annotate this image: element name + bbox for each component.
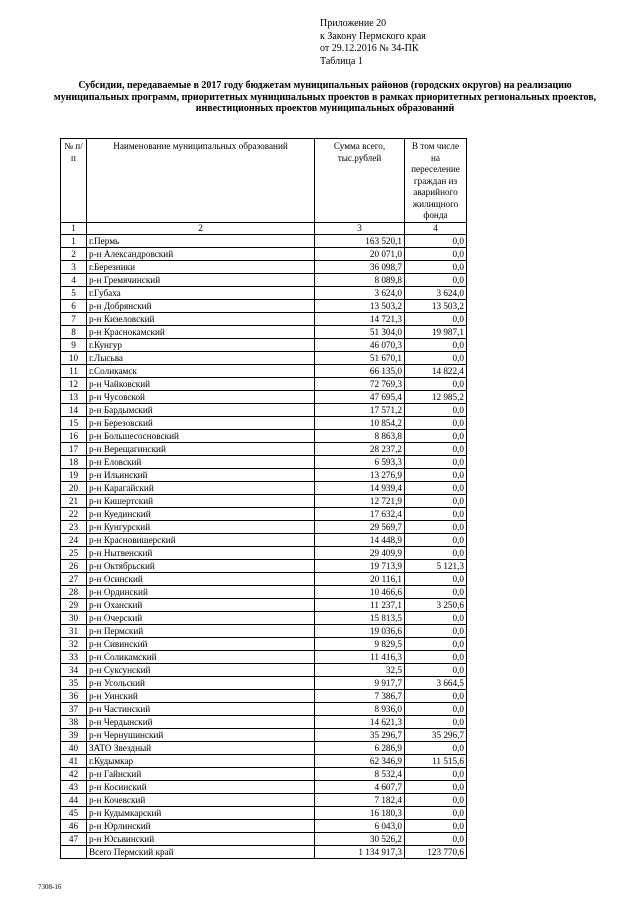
appendix-number: Приложение 20 [320,18,387,29]
row-number: 18 [61,455,87,468]
row-name: р-н Красновишерский [87,533,315,546]
row-relocation: 0,0 [405,650,467,663]
row-total: 14 721,3 [315,312,405,325]
row-name: р-н Усольский [87,676,315,689]
row-number: 26 [61,559,87,572]
row-total: 7 182,4 [315,793,405,806]
row-number: 4 [61,273,87,286]
row-number: 25 [61,546,87,559]
row-name: р-н Частинский [87,702,315,715]
row-relocation: 0,0 [405,585,467,598]
column-number: 3 [315,222,405,234]
row-relocation: 0,0 [405,546,467,559]
row-total: 20 116,1 [315,572,405,585]
row-name: р-н Верещагинский [87,442,315,455]
row-total: 30 526,2 [315,832,405,845]
row-total: 10 854,2 [315,416,405,429]
row-name: р-н Юсьвинский [87,832,315,845]
table-body [61,234,467,845]
column-number: 4 [405,222,467,234]
row-name: р-н Краснокамский [87,325,315,338]
row-total: 9 917,7 [315,676,405,689]
row-total: 4 607,7 [315,780,405,793]
row-number: 13 [61,390,87,403]
row-total: 12 721,9 [315,494,405,507]
table-row [61,598,467,611]
row-relocation: 0,0 [405,468,467,481]
table-row [61,832,467,845]
row-total: 7 386,7 [315,689,405,702]
table-row [61,559,467,572]
table-row [61,702,467,715]
total-sum: 1 134 917,3 [315,845,405,858]
document-title: Субсидии, передаваемые в 2017 году бюджетам муниципальных районов (городских округов) на реализацию муниципальных программ, приоритетных муниципальных проектов в рамках приоритетных региональных проектов, инвестиционных проектов муниципальных образований [53,80,597,115]
row-name: р-н Оханский [87,598,315,611]
row-number: 15 [61,416,87,429]
row-name: р-н Гремячинский [87,273,315,286]
row-relocation: 3 250,6 [405,598,467,611]
row-name: г.Кунгур [87,338,315,351]
row-total: 14 939,4 [315,481,405,494]
table-row [61,585,467,598]
table-row [61,689,467,702]
row-relocation: 0,0 [405,247,467,260]
row-number: 19 [61,468,87,481]
table-row [61,819,467,832]
row-name: ЗАТО Звездный [87,741,315,754]
header-relocation: В том числе на переселение граждан из аварийного жилищного фонда [405,139,467,223]
row-name: р-н Юрлинский [87,819,315,832]
row-number: 5 [61,286,87,299]
row-total: 13 276,9 [315,468,405,481]
row-relocation: 3 664,5 [405,676,467,689]
row-number: 38 [61,715,87,728]
column-number: 2 [87,222,315,234]
header-name: Наименование муниципальных образований [87,139,315,223]
row-total: 13 503,2 [315,299,405,312]
row-name: р-н Осинский [87,572,315,585]
row-relocation: 0,0 [405,442,467,455]
table-row [61,403,467,416]
row-number: 20 [61,481,87,494]
table-row [61,273,467,286]
row-total: 17 571,2 [315,403,405,416]
row-name: р-н Куединский [87,507,315,520]
row-total: 32,5 [315,663,405,676]
row-name: р-н Чайковский [87,377,315,390]
row-relocation: 0,0 [405,741,467,754]
row-number: 42 [61,767,87,780]
row-name: г.Березники [87,260,315,273]
row-name: р-н Очерский [87,611,315,624]
row-name: р-н Сивинский [87,637,315,650]
row-name: р-н Кунгурский [87,520,315,533]
row-relocation: 0,0 [405,611,467,624]
table-row [61,351,467,364]
row-number: 32 [61,637,87,650]
appendix-date: от 29.12.2016 № 34-ПК [320,43,419,54]
row-total: 28 237,2 [315,442,405,455]
table-row [61,312,467,325]
column-number: 1 [61,222,87,234]
total-num [61,845,87,858]
row-relocation: 5 121,3 [405,559,467,572]
row-number: 6 [61,299,87,312]
row-name: р-н Еловский [87,455,315,468]
table-row [61,468,467,481]
row-relocation: 0,0 [405,780,467,793]
row-name: г.Соликамск [87,364,315,377]
row-number: 10 [61,351,87,364]
row-number: 24 [61,533,87,546]
row-number: 31 [61,624,87,637]
row-name: г.Кудымкар [87,754,315,767]
table-row [61,754,467,767]
row-total: 8 863,8 [315,429,405,442]
table-row [61,299,467,312]
row-relocation: 0,0 [405,416,467,429]
table-row [61,442,467,455]
row-name: р-н Карагайский [87,481,315,494]
row-number: 22 [61,507,87,520]
subsidy-table [60,138,467,859]
table-row [61,377,467,390]
table-row [61,572,467,585]
row-total: 19 713,9 [315,559,405,572]
total-label: Всего Пермский край [87,845,315,858]
row-relocation: 0,0 [405,832,467,845]
row-total: 19 036,6 [315,624,405,637]
table-row [61,325,467,338]
row-total: 29 569,7 [315,520,405,533]
row-relocation: 11 515,6 [405,754,467,767]
row-name: р-н Чернушинский [87,728,315,741]
row-total: 17 632,4 [315,507,405,520]
table-row [61,338,467,351]
row-number: 21 [61,494,87,507]
row-relocation: 0,0 [405,533,467,546]
row-total: 15 813,5 [315,611,405,624]
row-number: 2 [61,247,87,260]
row-number: 30 [61,611,87,624]
row-total: 46 070,3 [315,338,405,351]
row-relocation: 0,0 [405,260,467,273]
row-number: 23 [61,520,87,533]
row-number: 36 [61,689,87,702]
row-number: 40 [61,741,87,754]
appendix-header [320,18,426,68]
row-relocation: 0,0 [405,429,467,442]
header-total: Сумма всего, тыс.рублей [315,139,405,223]
row-name: р-н Чердынский [87,715,315,728]
row-total: 6 286,9 [315,741,405,754]
row-relocation: 0,0 [405,455,467,468]
row-relocation: 0,0 [405,234,467,247]
table-row [61,416,467,429]
row-number: 17 [61,442,87,455]
row-number: 45 [61,806,87,819]
row-number: 11 [61,364,87,377]
row-relocation: 0,0 [405,767,467,780]
row-relocation: 0,0 [405,507,467,520]
row-total: 29 409,9 [315,546,405,559]
row-relocation: 0,0 [405,312,467,325]
row-total: 163 520,1 [315,234,405,247]
row-relocation: 0,0 [405,663,467,676]
row-name: р-н Кудымкарский [87,806,315,819]
row-total: 11 416,3 [315,650,405,663]
table-row [61,546,467,559]
row-number: 27 [61,572,87,585]
row-relocation: 0,0 [405,351,467,364]
row-total: 66 135,0 [315,364,405,377]
row-name: р-н Косинский [87,780,315,793]
row-name: р-н Чусовской [87,390,315,403]
table-row [61,611,467,624]
column-numbers-row [61,222,467,234]
table-row [61,624,467,637]
row-relocation: 0,0 [405,572,467,585]
table-row [61,494,467,507]
row-relocation: 13 503,2 [405,299,467,312]
row-number: 34 [61,663,87,676]
row-relocation: 35 296,7 [405,728,467,741]
row-name: р-н Суксунский [87,663,315,676]
total-relocation: 123 770,6 [405,845,467,858]
row-relocation: 0,0 [405,806,467,819]
row-relocation: 12 985,2 [405,390,467,403]
row-total: 35 296,7 [315,728,405,741]
row-total: 47 695,4 [315,390,405,403]
row-relocation: 14 822,4 [405,364,467,377]
total-row [61,845,467,858]
row-number: 43 [61,780,87,793]
row-total: 51 304,0 [315,325,405,338]
row-relocation: 3 624,0 [405,286,467,299]
row-name: р-н Бардымский [87,403,315,416]
row-name: р-н Березовский [87,416,315,429]
row-name: р-н Гайнский [87,767,315,780]
table-row [61,767,467,780]
row-total: 20 071,0 [315,247,405,260]
row-number: 29 [61,598,87,611]
table-header-row [61,139,467,223]
row-total: 51 670,1 [315,351,405,364]
row-number: 33 [61,650,87,663]
table-row [61,260,467,273]
row-total: 3 624,0 [315,286,405,299]
row-total: 16 180,3 [315,806,405,819]
row-number: 8 [61,325,87,338]
table-row [61,286,467,299]
row-name: р-н Кизеловский [87,312,315,325]
row-name: р-н Соликамский [87,650,315,663]
row-total: 6 593,3 [315,455,405,468]
table-row [61,663,467,676]
row-total: 14 621,3 [315,715,405,728]
table-row [61,637,467,650]
row-total: 36 098,7 [315,260,405,273]
row-relocation: 0,0 [405,377,467,390]
row-name: г.Пермь [87,234,315,247]
row-name: р-н Кишертский [87,494,315,507]
row-name: р-н Александровский [87,247,315,260]
row-relocation: 0,0 [405,481,467,494]
row-name: р-н Ильинский [87,468,315,481]
row-relocation: 0,0 [405,702,467,715]
table-row [61,715,467,728]
row-name: р-н Ординский [87,585,315,598]
row-number: 1 [61,234,87,247]
table-row [61,793,467,806]
row-number: 3 [61,260,87,273]
row-name: р-н Уинский [87,689,315,702]
row-relocation: 0,0 [405,793,467,806]
table-row [61,650,467,663]
row-number: 35 [61,676,87,689]
table-row [61,364,467,377]
appendix-table-number: Таблица 1 [320,55,363,67]
row-total: 8 936,0 [315,702,405,715]
row-number: 16 [61,429,87,442]
table-row [61,676,467,689]
row-total: 62 346,9 [315,754,405,767]
row-total: 8 532,4 [315,767,405,780]
table-row [61,507,467,520]
row-total: 6 043,0 [315,819,405,832]
row-number: 14 [61,403,87,416]
table-row [61,234,467,247]
row-number: 7 [61,312,87,325]
row-name: р-н Октябрьский [87,559,315,572]
row-total: 8 089,8 [315,273,405,286]
table-row [61,520,467,533]
table-row [61,455,467,468]
row-name: р-н Большесосновский [87,429,315,442]
row-relocation: 0,0 [405,637,467,650]
row-relocation: 0,0 [405,338,467,351]
row-relocation: 0,0 [405,624,467,637]
row-relocation: 0,0 [405,689,467,702]
table-row [61,533,467,546]
row-number: 41 [61,754,87,767]
row-number: 39 [61,728,87,741]
row-relocation: 0,0 [405,494,467,507]
row-relocation: 0,0 [405,715,467,728]
table-row [61,728,467,741]
row-relocation: 0,0 [405,403,467,416]
row-total: 10 466,6 [315,585,405,598]
table-row [61,429,467,442]
table-row [61,806,467,819]
row-number: 9 [61,338,87,351]
row-name: р-н Нытвенский [87,546,315,559]
row-name: р-н Кочевский [87,793,315,806]
row-total: 72 769,3 [315,377,405,390]
document-code: 7308-16 [38,883,62,891]
row-number: 46 [61,819,87,832]
row-total: 14 448,9 [315,533,405,546]
header-num: № п/п [61,139,87,223]
row-name: г.Лысьва [87,351,315,364]
row-number: 12 [61,377,87,390]
row-number: 47 [61,832,87,845]
row-relocation: 0,0 [405,273,467,286]
row-relocation: 0,0 [405,819,467,832]
table-row [61,390,467,403]
row-number: 37 [61,702,87,715]
row-relocation: 0,0 [405,520,467,533]
row-total: 11 237,1 [315,598,405,611]
table-row [61,481,467,494]
row-relocation: 19 987,1 [405,325,467,338]
row-name: г.Губаха [87,286,315,299]
table-row [61,741,467,754]
row-name: р-н Пермский [87,624,315,637]
row-name: р-н Добрянский [87,299,315,312]
row-number: 44 [61,793,87,806]
table-row [61,780,467,793]
appendix-law: к Закону Пермского края [320,30,426,42]
row-number: 28 [61,585,87,598]
table-row [61,247,467,260]
row-total: 9 829,5 [315,637,405,650]
